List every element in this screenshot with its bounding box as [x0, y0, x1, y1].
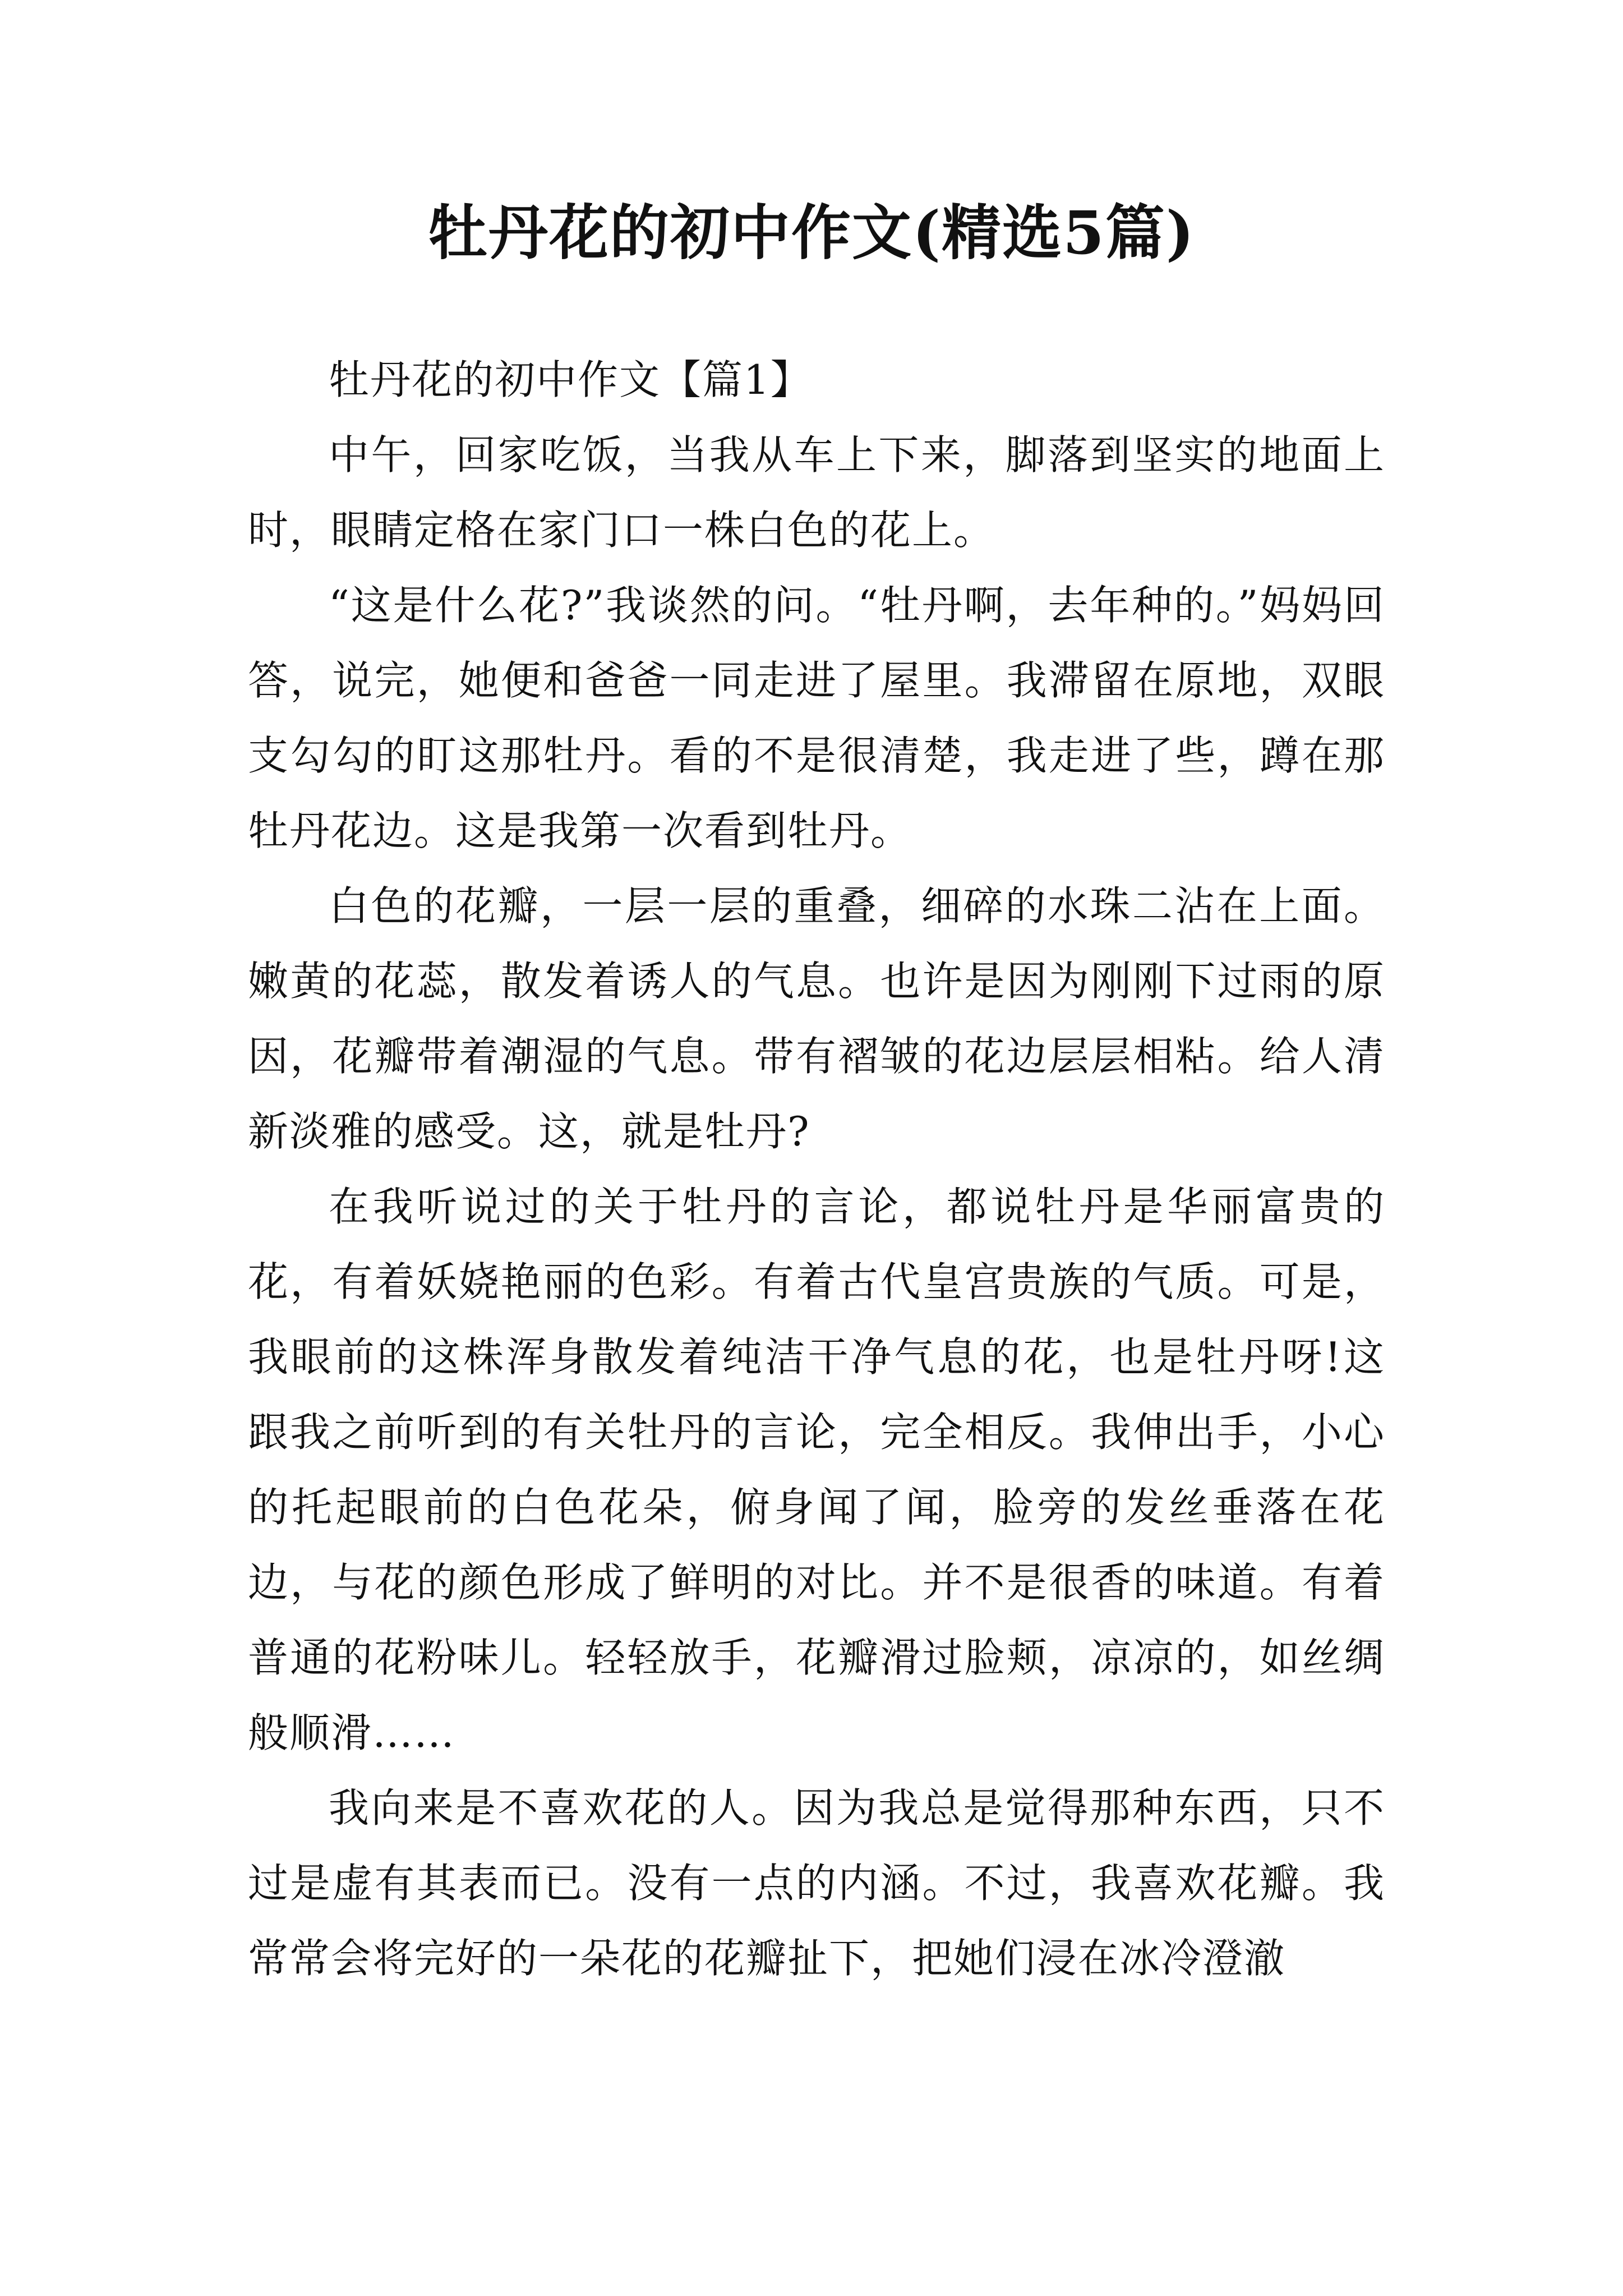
paragraph-3: 白色的花瓣，一层一层的重叠，细碎的水珠二沾在上面。嫩黄的花蕊，散发着诱人的气息。也许是因为刚刚下过雨的原因，花瓣带着潮湿的气息。带有褶皱的花边层层相粘。给人清新淡雅的感受。这，就是牡丹?: [248, 882, 1385, 1155]
paragraph-1: 中午，回家吃饭，当我从车上下来，脚落到坚实的地面上时，眼睛定格在家门口一株白色的花上。: [248, 431, 1385, 554]
paragraph-4: 在我听说过的关于牡丹的言论，都说牡丹是华丽富贵的花，有着妖娆艳丽的色彩。有着古代皇宫贵族的气质。可是，我眼前的这株浑身散发着纯洁干净气息的花，也是牡丹呀!这跟我之前听到的有关牡丹的言论，完全相反。我伸出手，小心的托起眼前的白色花朵，俯身闻了闻，脸旁的发丝垂落在花边，与花的颜色形成了鲜明的对比。并不是很香的味道。有着普通的花粉味儿。轻轻放手，花瓣滑过脸颊，凉凉的，如丝绸般顺滑……: [248, 1183, 1385, 1756]
section-heading: 牡丹花的初中作文【篇1】: [329, 356, 812, 403]
paragraph-5: 我向来是不喜欢花的人。因为我总是觉得那种东西，只不过是虚有其表而已。没有一点的内涵。不过，我喜欢花瓣。我常常会将完好的一朵花的花瓣扯下，把她们浸在冰冷澄澈: [248, 1784, 1385, 1982]
document-title: 牡丹花的初中作文(精选5篇): [427, 197, 1196, 268]
paragraph-2: “这是什么花?”我谈然的问。“牡丹啊，去年种的。”妈妈回答，说完，她便和爸爸一同走进了屋里。我滞留在原地，双眼支勾勾的盯这那牡丹。看的不是很清楚，我走进了些，蹲在那牡丹花边。这是我第一次看到牡丹。: [248, 582, 1385, 854]
document-body: [248, 342, 1385, 1996]
